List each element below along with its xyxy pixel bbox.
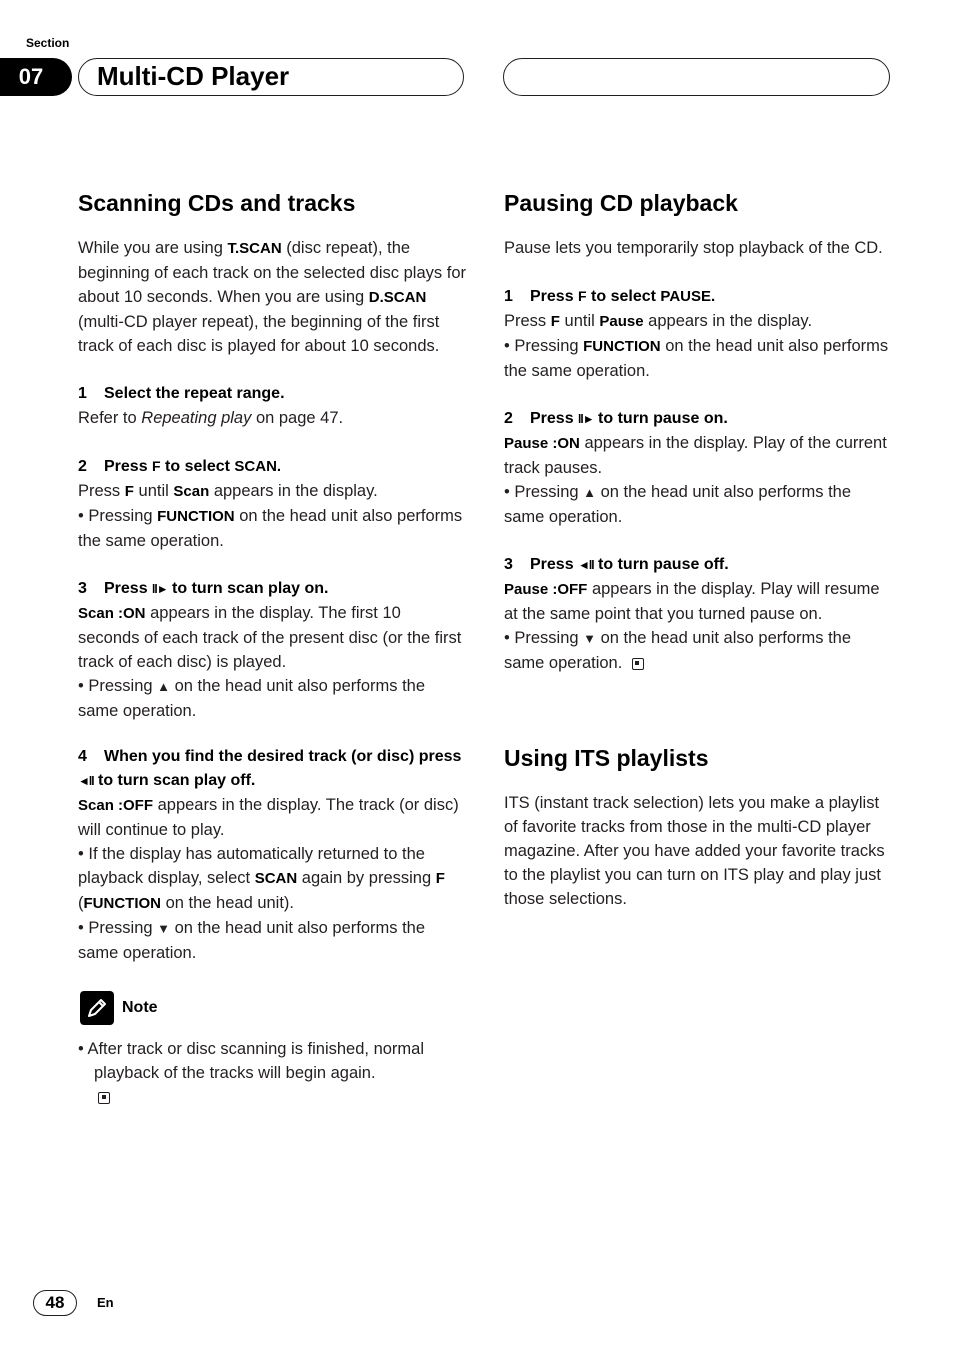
text: on the head unit also performs the same operation. — [78, 507, 463, 550]
text: Press — [530, 288, 579, 305]
text: appears in the display. The first 10 seconds of each track of the present disc (or the first track of each disc) is played. — [78, 604, 462, 671]
section-heading-its: Using ITS playlists — [504, 745, 709, 771]
text: (multi-CD player repeat), the beginning of the first track of each disc is played for about 10 seconds. — [78, 313, 440, 355]
text: • Pressing — [504, 337, 584, 355]
text: ( — [78, 894, 84, 912]
text: Press — [104, 458, 153, 475]
step-heading — [78, 382, 466, 406]
section-label: Section — [26, 36, 70, 50]
text: Press — [530, 410, 579, 427]
up-triangle-icon: ▲ — [157, 679, 171, 694]
text: • Pressing — [78, 919, 158, 937]
display-term: Scan :OFF — [78, 797, 154, 814]
key-term: F — [550, 313, 560, 330]
text: to turn pause off. — [593, 556, 729, 573]
text: appears in the display. The track (or disc) will continue to play. — [78, 796, 459, 839]
bullet-item — [78, 504, 466, 553]
note-label: Note — [122, 999, 158, 1016]
end-mark-icon — [632, 658, 644, 670]
right-column — [504, 186, 892, 911]
text: • Pressing — [504, 629, 584, 647]
text: • Pressing — [78, 677, 158, 695]
step-text — [504, 431, 892, 480]
step-text — [78, 406, 466, 430]
step-title: Select the repeat range. — [104, 385, 285, 402]
text: on the head unit). — [161, 894, 295, 912]
step-number: 3 — [504, 556, 513, 573]
bullet-item — [78, 674, 466, 723]
key-term: FUNCTION — [83, 895, 161, 912]
text: to turn scan play on. — [167, 580, 329, 597]
end-mark-icon — [98, 1092, 110, 1104]
step-number: 3 — [78, 580, 87, 597]
display-term: Pause :ON — [504, 435, 580, 452]
text: to select — [586, 288, 661, 305]
display-term: D.SCAN — [368, 289, 427, 306]
down-triangle-icon: ▼ — [157, 921, 171, 936]
display-term: Scan :ON — [78, 605, 146, 622]
step-heading — [78, 454, 466, 479]
text: • Pressing — [78, 507, 158, 525]
text: again by pressing — [297, 869, 436, 887]
step-text — [504, 309, 892, 334]
down-triangle-icon: ▼ — [583, 631, 597, 646]
key-term: F — [124, 483, 134, 500]
key-term: F — [435, 870, 445, 887]
key-term: F — [152, 458, 161, 474]
step-text — [504, 577, 892, 626]
display-term: SCAN. — [234, 458, 282, 475]
display-term: Pause :OFF — [504, 581, 588, 598]
text: • Pressing — [504, 483, 584, 501]
text: to turn scan play off. — [93, 772, 256, 789]
play-pause-icon: ll► — [578, 412, 594, 426]
page-title: Multi-CD Player — [78, 58, 464, 96]
text: on the head unit also performs the same operation. — [504, 337, 889, 380]
header-empty-box — [503, 58, 890, 96]
section-heading-pausing: Pausing CD playback — [504, 190, 738, 216]
intro-paragraph — [78, 236, 466, 358]
step-number: 4 — [78, 748, 87, 765]
pencil-icon — [80, 991, 114, 1025]
left-column — [78, 186, 466, 1109]
step-number: 2 — [504, 410, 513, 427]
bullet-item — [78, 842, 466, 916]
text: to turn pause on. — [593, 410, 728, 427]
text: until — [559, 312, 600, 330]
step-text — [78, 793, 466, 842]
bullet-item — [504, 626, 892, 675]
text: to select — [160, 458, 235, 475]
text: appears in the display. — [643, 312, 813, 330]
display-term: SCAN — [254, 870, 298, 887]
bullet-item — [504, 334, 892, 383]
text: Press — [78, 482, 125, 500]
step-text — [78, 479, 466, 504]
bullet-item — [504, 480, 892, 529]
step-heading — [78, 745, 466, 793]
text: Press — [504, 312, 551, 330]
page-number: 48 — [33, 1290, 77, 1316]
display-term: PAUSE. — [660, 288, 716, 305]
reference: Repeating play — [141, 409, 252, 427]
text: Refer to — [78, 409, 142, 427]
step-number: 2 — [78, 458, 87, 475]
key-term: F — [578, 288, 587, 304]
display-term: Pause — [599, 313, 644, 330]
bullet-item — [78, 916, 466, 965]
text: on the head unit also performs the same operation. — [78, 677, 426, 720]
section-number: 07 — [0, 58, 72, 96]
end-mark-line — [78, 1085, 466, 1109]
text: • If the display has automatically returned to the playback display, select — [78, 845, 425, 887]
display-term: T.SCAN — [227, 240, 282, 257]
text: appears in the display. Play will resume at the same point that you turned pause on. — [504, 580, 880, 623]
text: appears in the display. Play of the current track pauses. — [504, 434, 887, 477]
text: on the head unit also performs the same operation. — [78, 919, 426, 962]
note-item — [78, 1037, 466, 1085]
step-heading — [78, 577, 466, 601]
note-header — [78, 991, 466, 1025]
key-term: FUNCTION — [583, 338, 661, 355]
text: When you find the desired track (or disc) press — [104, 748, 462, 765]
note-text: • After track or disc scanning is finished, normal playback of the tracks will begin again. — [78, 1040, 425, 1082]
step-heading — [504, 284, 892, 309]
display-term: Scan — [173, 483, 210, 500]
up-triangle-icon: ▲ — [583, 485, 597, 500]
its-paragraph: ITS (instant track selection) lets you make a playlist of favorite tracks from those in the multi-CD player magazine. After you have added your favorite tracks to the playlist you can turn on ITS play and play just those selections. — [504, 794, 885, 908]
text: While you are using — [78, 239, 228, 257]
text: until — [133, 482, 174, 500]
step-heading — [504, 553, 892, 577]
text: appears in the display. — [209, 482, 378, 500]
section-heading-scanning: Scanning CDs and tracks — [78, 190, 356, 216]
back-pause-icon: ◄ll — [78, 774, 94, 788]
back-pause-icon: ◄ll — [578, 558, 594, 572]
step-number: 1 — [504, 288, 513, 305]
text: (disc repeat), the beginning of each track on the selected disc plays for about 10 seconds. When you are using — [78, 239, 466, 306]
step-number: 1 — [78, 385, 87, 402]
step-text — [78, 601, 466, 674]
intro-paragraph: Pause lets you temporarily stop playback of the CD. — [504, 239, 883, 257]
text: Press — [104, 580, 153, 597]
step-heading — [504, 407, 892, 431]
key-term: FUNCTION — [157, 508, 235, 525]
text: Press — [530, 556, 579, 573]
text: on the head unit also performs the same operation. — [504, 629, 852, 672]
play-pause-icon: ll► — [152, 582, 168, 596]
text: on the head unit also performs the same operation. — [504, 483, 852, 526]
text: on page 47. — [251, 409, 344, 427]
language-label: En — [97, 1295, 114, 1310]
